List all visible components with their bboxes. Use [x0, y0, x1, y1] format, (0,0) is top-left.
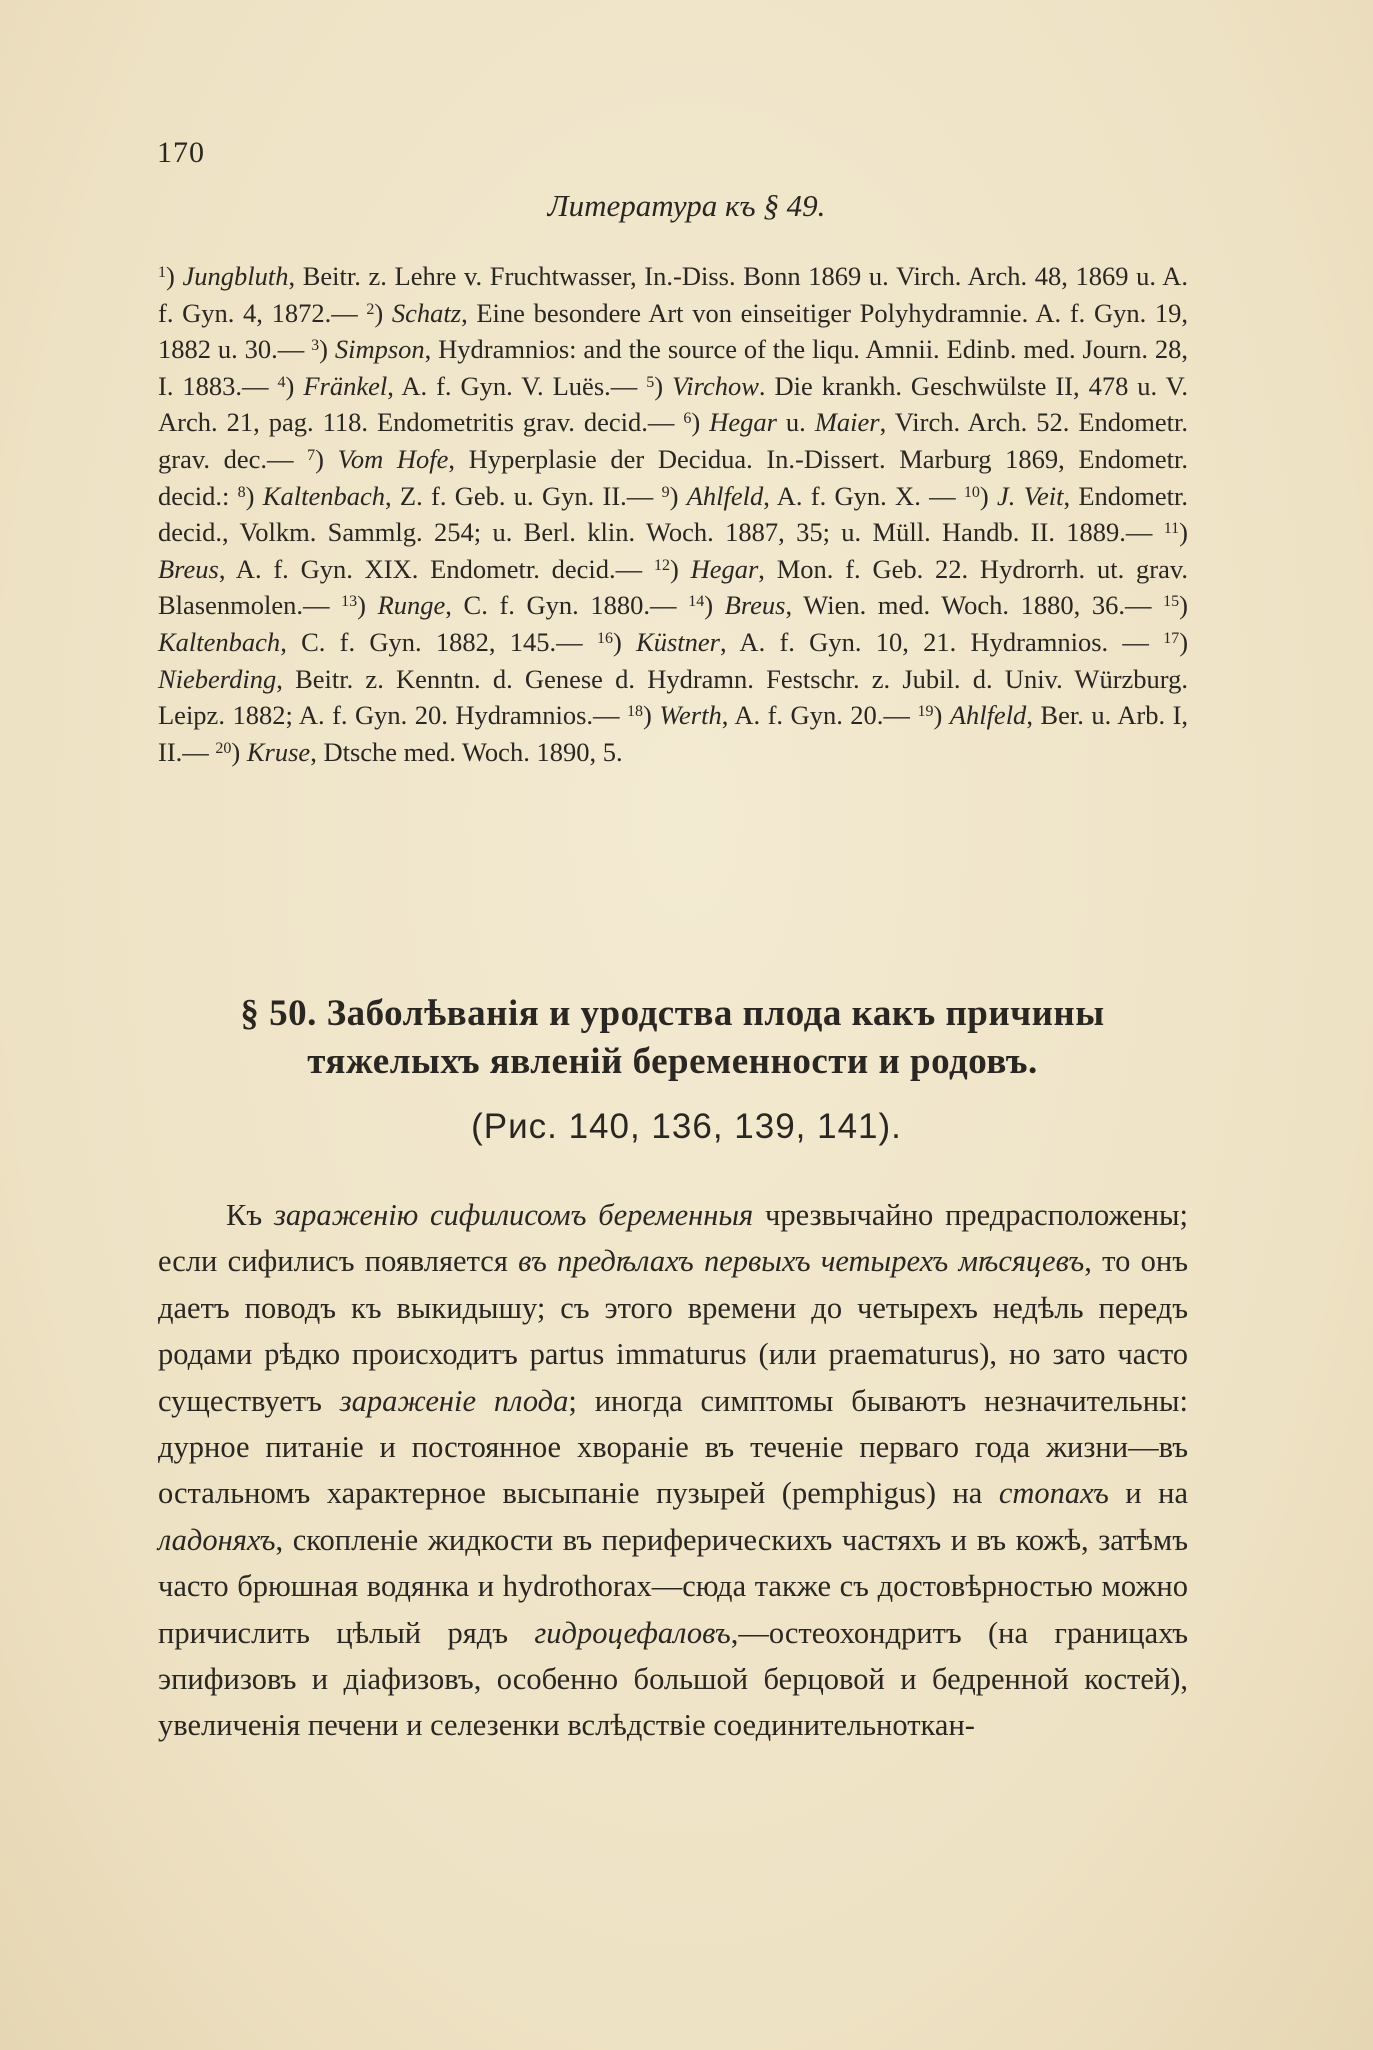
reference-entry: $^3$) Simpson, Hydramnios: and the source of the liqu. Amnii. Edinb. med. Journ. 28, I. 1883.—	[158, 334, 1189, 401]
reference-number: 6	[683, 410, 692, 428]
reference-number: 4	[277, 373, 286, 391]
reference-author: Maier	[814, 407, 880, 438]
emphasis-text: стопахъ	[998, 1476, 1109, 1511]
section-title	[150, 990, 1195, 1086]
body-text-run: ; иногда симптомы бываютъ незначительны: дурное питаніе и постоянное хвораніе въ теченіе перваго года жизни—въ остальномъ характерное высыпаніе пузырей (pemphigus) на	[158, 1383, 1188, 1511]
body-text-run: , скопленіе жидкости въ периферическихъ частяхъ и въ кожѣ, затѣмъ часто брюшная водянка и hydrothorax—сюда также съ достовѣрностью можно причислить цѣлый рядъ	[158, 1522, 1188, 1650]
body-text-run: чрезвычайно предрасположены; если сифилисъ появляется	[158, 1198, 1188, 1279]
figure-references: (Рис. 140, 136, 139, 141).	[471, 1107, 902, 1146]
reference-citation: , Wien. med. Woch. 1880, 36.—	[785, 590, 1164, 621]
reference-citation: , Endometr. decid., Volkm. Sammlg. 254; u. Berl. klin. Woch. 1887, 35; u. Müll. Handb. II. 1889.—	[158, 480, 1189, 548]
reference-number: 15	[1163, 593, 1180, 611]
reference-author: Virchow	[672, 370, 759, 401]
reference-citation: . Die krankh. Geschwülste II, 478 u. V. Arch. 21, pag. 118. Endometritis grav. decid.—	[158, 370, 1189, 438]
reference-citation: , Beitr. z. Lehre v. Fruchtwasser, In.-Diss. Bonn 1869 u. Virch. Arch. 48, 1869 u. A. f. Gyn. 4, 1872.—	[158, 261, 1188, 328]
reference-author: Runge	[377, 590, 446, 621]
emphasis-text: зараженію сифилисомъ беременныя	[273, 1198, 754, 1232]
reference-citation: , Dtsche med. Woch. 1890, 5.	[310, 736, 623, 767]
reference-citation: u.	[776, 407, 815, 438]
reference-author: Küstner	[636, 626, 720, 657]
reference-number: 11	[1163, 520, 1180, 538]
reference-entry: $^1$) Jungbluth, Beitr. z. Lehre v. Fruchtwasser, In.-Diss. Bonn 1869 u. Virch. Arch. 48, 1869 u. A. f. Gyn. 4, 1872.—	[158, 261, 1188, 328]
page-number: 170	[157, 136, 205, 169]
reference-citation: , C. f. Gyn. 1880.—	[445, 590, 689, 621]
reference-number: 2	[366, 300, 375, 318]
body-paragraph	[158, 1192, 1188, 1749]
reference-entry: $^6$) Hegar u.	[683, 407, 815, 438]
reference-entry: $^{17}$) Nieberding, Beitr. z. Kenntn. d. Genese d. Hydramn. Festschr. z. Jubil. d. Univ. Würzburg. Leipz. 1882; A. f. Gyn. 20. Hydramnios.—	[158, 626, 1189, 731]
reference-number: 14	[688, 593, 705, 611]
reference-entry: $^8$) Kaltenbach, Z. f. Geb. u. Gyn. II.—	[237, 480, 662, 511]
reference-author: Werth	[659, 700, 722, 731]
emphasis-text: въ предѣлахъ первыхъ четырехъ мѣсяцевъ	[518, 1244, 1085, 1279]
reference-author: Kaltenbach	[158, 626, 281, 657]
reference-number: 1	[158, 264, 166, 281]
reference-entry: $^9$) Ahlfeld, A. f. Gyn. X. —	[661, 480, 964, 511]
reference-number: 13	[341, 593, 358, 611]
reference-author: Breus	[724, 590, 786, 621]
reference-entry: $^{20}$) Kruse, Dtsche med. Woch. 1890, 5.	[215, 736, 623, 767]
reference-author: Ahlfeld	[686, 480, 764, 511]
reference-author: Hegar	[709, 407, 777, 438]
reference-entry: $^{16}$) Küstner, A. f. Gyn. 10, 21. Hydramnios. —	[596, 626, 1164, 657]
reference-author: Fränkel	[303, 370, 388, 401]
reference-citation: , Hyperplasie der Decidua. In.-Dissert. Marburg 1869, Endometr. decid.:	[158, 443, 1189, 511]
reference-author: Ahlfeld	[949, 700, 1027, 731]
reference-number: 3	[311, 337, 320, 355]
emphasis-text: зараженіе плода	[339, 1383, 569, 1418]
reference-citation: , Ber. u. Arb. I, II.—	[158, 700, 1189, 767]
emphasis-text: гидроцефаловъ	[534, 1615, 731, 1650]
reference-number: 9	[661, 483, 670, 501]
reference-author: Kaltenbach	[262, 480, 385, 511]
reference-author: Simpson	[334, 334, 425, 365]
reference-citation: , A. f. Gyn. X. —	[763, 480, 964, 511]
emphasis-text: ладоняхъ	[158, 1522, 276, 1557]
section-title-line-1: § 50. Заболѣванія и уродства плода какъ причины	[240, 993, 1105, 1034]
reference-number: 16	[596, 629, 613, 647]
reference-entry: $^{18}$) Werth, A. f. Gyn. 20.—	[627, 700, 918, 731]
reference-number: 17	[1163, 629, 1180, 647]
reference-citation: , A. f. Gyn. V. Luës.—	[387, 370, 647, 401]
reference-number: 8	[237, 483, 246, 501]
reference-entry: $^4$) Fränkel, A. f. Gyn. V. Luës.—	[277, 370, 647, 401]
reference-author: J. Veit	[997, 480, 1064, 511]
reference-author: Vom Hofe	[337, 443, 449, 474]
reference-entry: $^{11}$) Breus, A. f. Gyn. XIX. Endometr. decid.—	[158, 517, 1188, 584]
reference-citation: , Z. f. Geb. u. Gyn. II.—	[384, 480, 662, 511]
reference-citation: , A. f. Gyn. 10, 21. Hydramnios. —	[720, 626, 1164, 657]
reference-entry: $^7$) Vom Hofe, Hyperplasie der Decidua. In.-Dissert. Marburg 1869, Endometr. decid.:	[158, 443, 1189, 511]
reference-citation: , Hydramnios: and the source of the liqu. Amnii. Edinb. med. Journ. 28, I. 1883.—	[158, 334, 1189, 401]
reference-author: Schatz	[391, 297, 462, 328]
reference-author: Breus	[158, 553, 219, 584]
reference-entry: $^{10}$) J. Veit, Endometr. decid., Volkm. Sammlg. 254; u. Berl. klin. Woch. 1887, 35; u. Müll. Handb. II. 1889.—	[158, 480, 1189, 548]
reference-number: 7	[307, 446, 316, 464]
reference-entry: $^{14}$) Breus, Wien. med. Woch. 1880, 36.—	[688, 590, 1164, 621]
reference-entry: $^{13}$) Runge, C. f. Gyn. 1880.—	[341, 590, 689, 621]
reference-citation: , A. f. Gyn. XIX. Endometr. decid.—	[218, 553, 654, 584]
reference-entry: $^2$) Schatz, Eine besondere Art von einseitiger Polyhydramnie. A. f. Gyn. 19, 1882 u. 30.—	[158, 297, 1188, 365]
reference-number: 18	[627, 703, 644, 721]
section-title-line-2: тяжелыхъ явленій беременности и родовъ.	[307, 1041, 1038, 1082]
body-text-run: ,—остеохондритъ (на границахъ эпифизовъ и діафизовъ, особенно большой берцовой и бедренной костей), увеличенія печени и селезенки вслѣдствіе соединительноткан-	[158, 1615, 1188, 1743]
reference-citation: , Mon. f. Geb. 22. Hydrorrh. ut. grav. Blasenmolen.—	[158, 553, 1188, 621]
reference-citation: , C. f. Gyn. 1882, 145.—	[280, 626, 597, 657]
reference-number: 5	[646, 373, 655, 391]
reference-citation: , Beitr. z. Kenntn. d. Genese d. Hydramn. Festschr. z. Jubil. d. Univ. Würzburg. Leipz. 1882; A. f. Gyn. 20. Hydramnios.—	[158, 663, 1188, 731]
reference-citation: , Eine besondere Art von einseitiger Polyhydramnie. A. f. Gyn. 19, 1882 u. 30.—	[158, 297, 1188, 365]
reference-author: Jungbluth	[182, 261, 289, 291]
body-text-run: и на	[1108, 1476, 1188, 1511]
reference-citation: , Virch. Arch. 52. Endometr. grav. dec.—	[158, 407, 1189, 474]
reference-entry: $^{19}$) Ahlfeld, Ber. u. Arb. I, II.—	[158, 700, 1189, 767]
reference-author: Hegar	[690, 553, 759, 584]
reference-number: 19	[917, 703, 934, 721]
body-text-run: , то онъ даетъ поводъ къ выкидышу; съ этого времени до четырехъ недѣль передъ родами рѣдко происходитъ partus immaturus (или praematurus), но зато часто существуетъ	[158, 1244, 1188, 1418]
literature-heading: Литература къ § 49.	[547, 188, 826, 223]
reference-author: Kruse	[246, 736, 311, 767]
reference-entry: $^{15}$) Kaltenbach, C. f. Gyn. 1882, 145.—	[158, 590, 1188, 657]
reference-entry: $^{12}$) Hegar, Mon. f. Geb. 22. Hydrorrh. ut. grav. Blasenmolen.—	[158, 553, 1188, 621]
reference-number: 20	[215, 739, 232, 757]
references-list	[158, 258, 1188, 770]
body-text-run: Къ	[226, 1198, 274, 1232]
reference-author: Nieberding	[158, 663, 277, 694]
reference-number: 12	[653, 556, 670, 574]
reference-citation: , A. f. Gyn. 20.—	[721, 700, 918, 731]
reference-number: 10	[963, 483, 980, 501]
reference-entry: $^5$) Virchow. Die krankh. Geschwülste II, 478 u. V. Arch. 21, pag. 118. Endometritis grav. decid.—	[158, 370, 1189, 438]
